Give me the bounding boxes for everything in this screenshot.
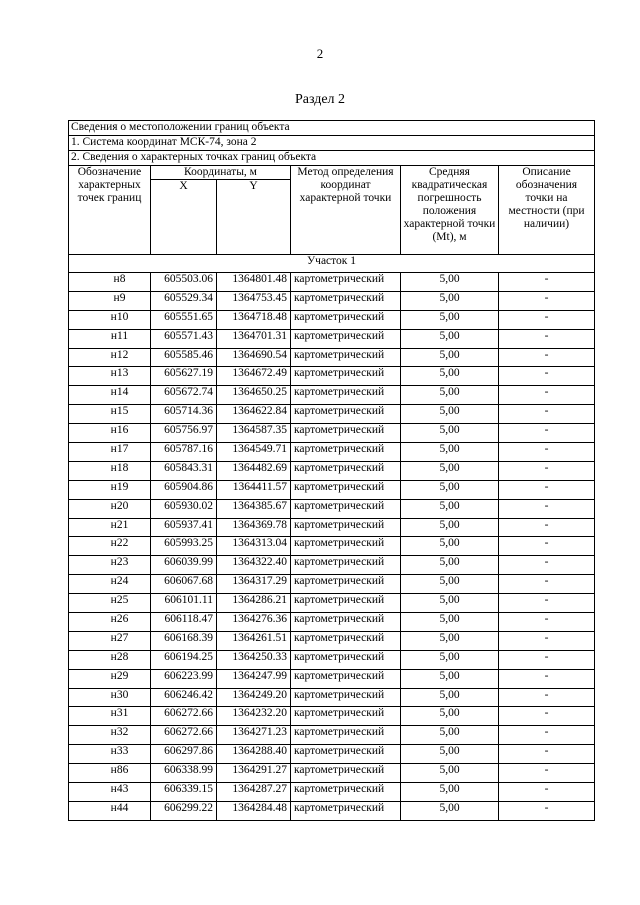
method-cell: картометрический	[291, 669, 401, 688]
point-id-cell: н21	[69, 518, 151, 537]
accuracy-cell: 5,00	[401, 575, 499, 594]
info-row	[69, 136, 595, 151]
y-coordinate-cell: 1364271.23	[217, 726, 291, 745]
point-id-cell: н8	[69, 273, 151, 292]
method-cell: картометрический	[291, 443, 401, 462]
page-number: 2	[316, 46, 324, 61]
description-cell: -	[499, 707, 595, 726]
description-cell: -	[499, 556, 595, 575]
boundary-points-table	[68, 120, 595, 821]
accuracy-cell: 5,00	[401, 405, 499, 424]
point-id-cell: н12	[69, 348, 151, 367]
method-cell: картометрический	[291, 367, 401, 386]
table-row	[69, 386, 595, 405]
accuracy-cell: 5,00	[401, 537, 499, 556]
accuracy-cell: 5,00	[401, 386, 499, 405]
table-row	[69, 764, 595, 783]
header-coordinates: Координаты, м	[151, 166, 291, 180]
description-cell: -	[499, 745, 595, 764]
info-row-text: Сведения о местоположении границ объекта	[69, 121, 595, 136]
table-row	[69, 594, 595, 613]
method-cell: картометрический	[291, 650, 401, 669]
table-row	[69, 613, 595, 632]
point-id-cell: н18	[69, 461, 151, 480]
accuracy-cell: 5,00	[401, 273, 499, 292]
table-row	[69, 537, 595, 556]
y-coordinate-cell: 1364249.20	[217, 688, 291, 707]
table-row	[69, 707, 595, 726]
header-y: Y	[217, 180, 291, 255]
x-coordinate-cell: 605993.25	[151, 537, 217, 556]
table-row	[69, 575, 595, 594]
header-point-designation: Обозначение характерных точек границ	[69, 166, 151, 255]
table-row	[69, 783, 595, 802]
description-cell: -	[499, 367, 595, 386]
table-row	[69, 329, 595, 348]
x-coordinate-cell: 606338.99	[151, 764, 217, 783]
x-coordinate-cell: 605787.16	[151, 443, 217, 462]
method-cell: картометрический	[291, 499, 401, 518]
description-cell: -	[499, 783, 595, 802]
description-cell: -	[499, 386, 595, 405]
y-coordinate-cell: 1364701.31	[217, 329, 291, 348]
info-row-text: 2. Сведения о характерных точках границ объекта	[69, 151, 595, 166]
table-row	[69, 291, 595, 310]
y-coordinate-cell: 1364369.78	[217, 518, 291, 537]
x-coordinate-cell: 606118.47	[151, 613, 217, 632]
header-method: Метод определения координат характерной точки	[291, 166, 401, 255]
point-id-cell: н9	[69, 291, 151, 310]
table-row	[69, 688, 595, 707]
y-coordinate-cell: 1364250.33	[217, 650, 291, 669]
y-coordinate-cell: 1364549.71	[217, 443, 291, 462]
x-coordinate-cell: 606272.66	[151, 707, 217, 726]
x-coordinate-cell: 606039.99	[151, 556, 217, 575]
point-id-cell: н27	[69, 631, 151, 650]
table-row	[69, 499, 595, 518]
accuracy-cell: 5,00	[401, 367, 499, 386]
y-coordinate-cell: 1364587.35	[217, 424, 291, 443]
table-row	[69, 801, 595, 820]
point-id-cell: н19	[69, 480, 151, 499]
description-cell: -	[499, 631, 595, 650]
method-cell: картометрический	[291, 461, 401, 480]
accuracy-cell: 5,00	[401, 499, 499, 518]
accuracy-cell: 5,00	[401, 461, 499, 480]
point-id-cell: н13	[69, 367, 151, 386]
x-coordinate-cell: 605529.34	[151, 291, 217, 310]
table-row	[69, 273, 595, 292]
y-coordinate-cell: 1364622.84	[217, 405, 291, 424]
accuracy-cell: 5,00	[401, 707, 499, 726]
y-coordinate-cell: 1364650.25	[217, 386, 291, 405]
accuracy-cell: 5,00	[401, 480, 499, 499]
y-coordinate-cell: 1364482.69	[217, 461, 291, 480]
point-id-cell: н25	[69, 594, 151, 613]
method-cell: картометрический	[291, 631, 401, 650]
x-coordinate-cell: 605904.86	[151, 480, 217, 499]
method-cell: картометрический	[291, 348, 401, 367]
y-coordinate-cell: 1364288.40	[217, 745, 291, 764]
table-row	[69, 480, 595, 499]
point-id-cell: н28	[69, 650, 151, 669]
info-row	[69, 151, 595, 166]
table-row	[69, 405, 595, 424]
table-row	[69, 556, 595, 575]
x-coordinate-cell: 605551.65	[151, 310, 217, 329]
accuracy-cell: 5,00	[401, 783, 499, 802]
description-cell: -	[499, 273, 595, 292]
description-cell: -	[499, 537, 595, 556]
x-coordinate-cell: 606101.11	[151, 594, 217, 613]
point-id-cell: н20	[69, 499, 151, 518]
accuracy-cell: 5,00	[401, 745, 499, 764]
description-cell: -	[499, 594, 595, 613]
description-cell: -	[499, 518, 595, 537]
y-coordinate-cell: 1364718.48	[217, 310, 291, 329]
x-coordinate-cell: 606299.22	[151, 801, 217, 820]
x-coordinate-cell: 606339.15	[151, 783, 217, 802]
subsection-title: Участок 1	[69, 255, 595, 273]
x-coordinate-cell: 606194.25	[151, 650, 217, 669]
point-id-cell: н43	[69, 783, 151, 802]
table-row	[69, 461, 595, 480]
table-row	[69, 650, 595, 669]
y-coordinate-cell: 1364232.20	[217, 707, 291, 726]
accuracy-cell: 5,00	[401, 613, 499, 632]
y-coordinate-cell: 1364317.29	[217, 575, 291, 594]
description-cell: -	[499, 499, 595, 518]
accuracy-cell: 5,00	[401, 801, 499, 820]
y-coordinate-cell: 1364690.54	[217, 348, 291, 367]
x-coordinate-cell: 606297.86	[151, 745, 217, 764]
x-coordinate-cell: 605571.43	[151, 329, 217, 348]
accuracy-cell: 5,00	[401, 556, 499, 575]
point-id-cell: н33	[69, 745, 151, 764]
info-row-text: 1. Система координат МСК-74, зона 2	[69, 136, 595, 151]
x-coordinate-cell: 606272.66	[151, 726, 217, 745]
accuracy-cell: 5,00	[401, 518, 499, 537]
table-row	[69, 518, 595, 537]
method-cell: картометрический	[291, 764, 401, 783]
info-row	[69, 121, 595, 136]
description-cell: -	[499, 424, 595, 443]
point-id-cell: н24	[69, 575, 151, 594]
method-cell: картометрический	[291, 556, 401, 575]
accuracy-cell: 5,00	[401, 669, 499, 688]
y-coordinate-cell: 1364247.99	[217, 669, 291, 688]
description-cell: -	[499, 650, 595, 669]
description-cell: -	[499, 726, 595, 745]
x-coordinate-cell: 605843.31	[151, 461, 217, 480]
subsection-row	[69, 255, 595, 273]
y-coordinate-cell: 1364286.21	[217, 594, 291, 613]
x-coordinate-cell: 605930.02	[151, 499, 217, 518]
point-id-cell: н14	[69, 386, 151, 405]
header-accuracy: Средняя квадратическая погрешность положения характерной точки (Mt), м	[401, 166, 499, 255]
x-coordinate-cell: 605714.36	[151, 405, 217, 424]
method-cell: картометрический	[291, 575, 401, 594]
point-id-cell: н32	[69, 726, 151, 745]
table-row	[69, 367, 595, 386]
accuracy-cell: 5,00	[401, 726, 499, 745]
point-id-cell: н22	[69, 537, 151, 556]
x-coordinate-cell: 606246.42	[151, 688, 217, 707]
header-description: Описание обозначения точки на местности (при наличии)	[499, 166, 595, 255]
method-cell: картометрический	[291, 594, 401, 613]
point-id-cell: н11	[69, 329, 151, 348]
x-coordinate-cell: 605627.19	[151, 367, 217, 386]
x-coordinate-cell: 606223.99	[151, 669, 217, 688]
table-row	[69, 631, 595, 650]
accuracy-cell: 5,00	[401, 688, 499, 707]
description-cell: -	[499, 443, 595, 462]
table-row	[69, 745, 595, 764]
point-id-cell: н44	[69, 801, 151, 820]
point-id-cell: н30	[69, 688, 151, 707]
y-coordinate-cell: 1364284.48	[217, 801, 291, 820]
x-coordinate-cell: 605585.46	[151, 348, 217, 367]
method-cell: картометрический	[291, 688, 401, 707]
accuracy-cell: 5,00	[401, 310, 499, 329]
x-coordinate-cell: 605672.74	[151, 386, 217, 405]
y-coordinate-cell: 1364801.48	[217, 273, 291, 292]
method-cell: картометрический	[291, 707, 401, 726]
x-coordinate-cell: 606067.68	[151, 575, 217, 594]
point-id-cell: н17	[69, 443, 151, 462]
y-coordinate-cell: 1364276.36	[217, 613, 291, 632]
table-row	[69, 348, 595, 367]
method-cell: картометрический	[291, 386, 401, 405]
method-cell: картометрический	[291, 405, 401, 424]
point-id-cell: н23	[69, 556, 151, 575]
description-cell: -	[499, 764, 595, 783]
table-row	[69, 726, 595, 745]
method-cell: картометрический	[291, 291, 401, 310]
description-cell: -	[499, 613, 595, 632]
description-cell: -	[499, 669, 595, 688]
y-coordinate-cell: 1364291.27	[217, 764, 291, 783]
point-id-cell: н26	[69, 613, 151, 632]
accuracy-cell: 5,00	[401, 424, 499, 443]
y-coordinate-cell: 1364385.67	[217, 499, 291, 518]
description-cell: -	[499, 310, 595, 329]
section-title: Раздел 2	[294, 92, 346, 107]
description-cell: -	[499, 461, 595, 480]
header-row	[69, 166, 595, 180]
method-cell: картометрический	[291, 726, 401, 745]
description-cell: -	[499, 329, 595, 348]
point-id-cell: н10	[69, 310, 151, 329]
method-cell: картометрический	[291, 745, 401, 764]
description-cell: -	[499, 575, 595, 594]
method-cell: картометрический	[291, 783, 401, 802]
method-cell: картометрический	[291, 518, 401, 537]
x-coordinate-cell: 606168.39	[151, 631, 217, 650]
point-id-cell: н16	[69, 424, 151, 443]
description-cell: -	[499, 405, 595, 424]
description-cell: -	[499, 291, 595, 310]
description-cell: -	[499, 688, 595, 707]
accuracy-cell: 5,00	[401, 348, 499, 367]
method-cell: картометрический	[291, 480, 401, 499]
point-id-cell: н86	[69, 764, 151, 783]
method-cell: картометрический	[291, 310, 401, 329]
method-cell: картометрический	[291, 273, 401, 292]
description-cell: -	[499, 801, 595, 820]
accuracy-cell: 5,00	[401, 631, 499, 650]
accuracy-cell: 5,00	[401, 594, 499, 613]
method-cell: картометрический	[291, 329, 401, 348]
accuracy-cell: 5,00	[401, 291, 499, 310]
table-row	[69, 310, 595, 329]
point-id-cell: н29	[69, 669, 151, 688]
accuracy-cell: 5,00	[401, 650, 499, 669]
point-id-cell: н31	[69, 707, 151, 726]
y-coordinate-cell: 1364261.51	[217, 631, 291, 650]
y-coordinate-cell: 1364322.40	[217, 556, 291, 575]
method-cell: картометрический	[291, 424, 401, 443]
header-x: X	[151, 180, 217, 255]
accuracy-cell: 5,00	[401, 329, 499, 348]
method-cell: картометрический	[291, 613, 401, 632]
method-cell: картометрический	[291, 537, 401, 556]
y-coordinate-cell: 1364411.57	[217, 480, 291, 499]
method-cell: картометрический	[291, 801, 401, 820]
accuracy-cell: 5,00	[401, 764, 499, 783]
x-coordinate-cell: 605937.41	[151, 518, 217, 537]
x-coordinate-cell: 605756.97	[151, 424, 217, 443]
accuracy-cell: 5,00	[401, 443, 499, 462]
description-cell: -	[499, 480, 595, 499]
x-coordinate-cell: 605503.06	[151, 273, 217, 292]
y-coordinate-cell: 1364672.49	[217, 367, 291, 386]
table-row	[69, 424, 595, 443]
description-cell: -	[499, 348, 595, 367]
y-coordinate-cell: 1364313.04	[217, 537, 291, 556]
y-coordinate-cell: 1364753.45	[217, 291, 291, 310]
table-row	[69, 669, 595, 688]
y-coordinate-cell: 1364287.27	[217, 783, 291, 802]
point-id-cell: н15	[69, 405, 151, 424]
table-row	[69, 443, 595, 462]
